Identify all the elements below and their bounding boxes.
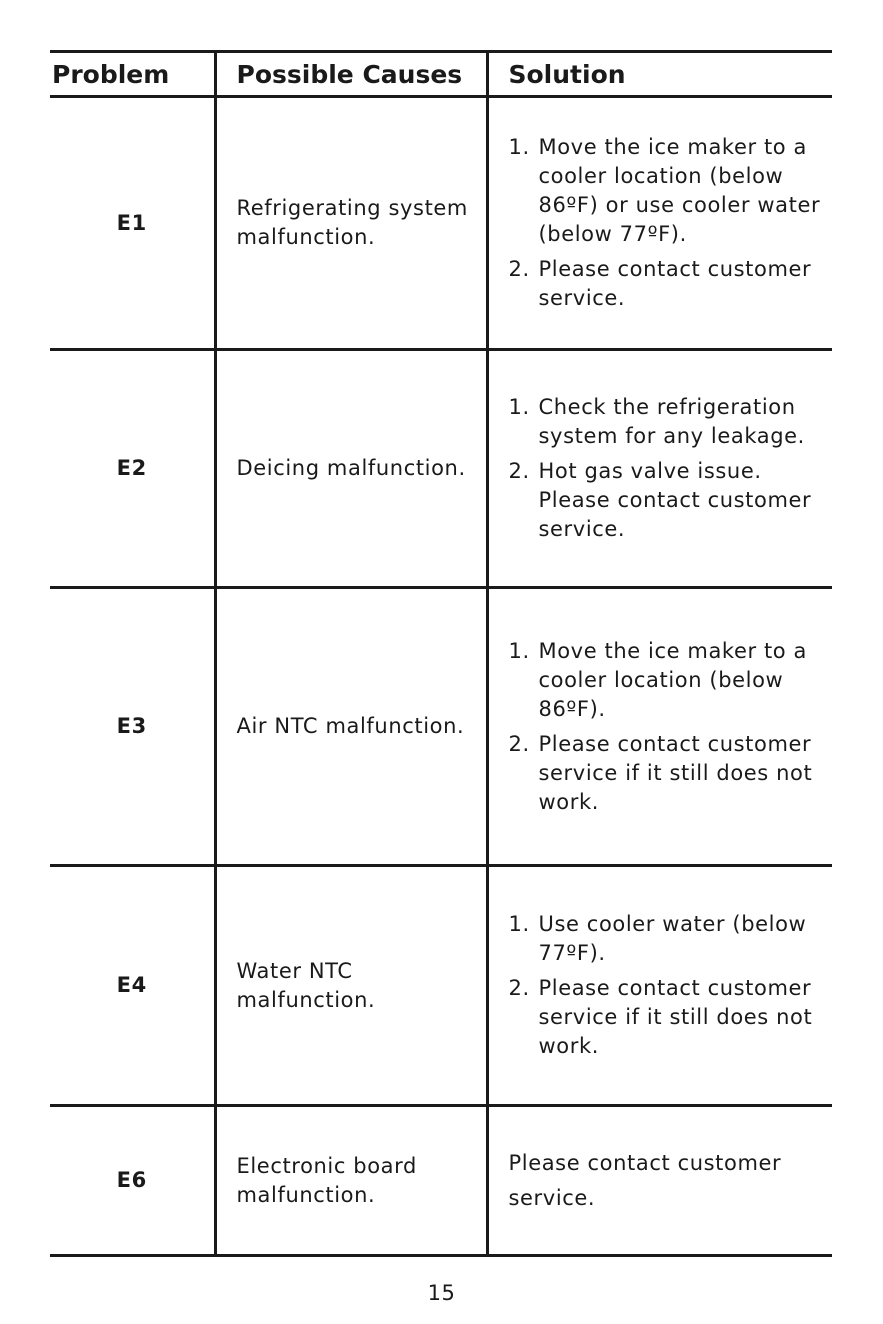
step-number: 1. bbox=[508, 135, 530, 159]
possible-cause: Electronic board malfunction. bbox=[215, 1106, 487, 1256]
possible-cause: Air NTC malfunction. bbox=[215, 588, 487, 866]
table-row-e4 bbox=[50, 866, 832, 1106]
solution-text: Please contact customer service. bbox=[508, 1150, 782, 1210]
step-number: 2. bbox=[508, 731, 530, 756]
solution-step bbox=[509, 974, 833, 1061]
step-text: Use cooler water (below 77ºF). bbox=[538, 912, 807, 965]
step-text: Please contact customer service. bbox=[538, 257, 812, 310]
table-row-e6 bbox=[50, 1106, 832, 1256]
solution-steps bbox=[509, 393, 833, 544]
table-row-e2 bbox=[50, 350, 832, 588]
step-text: Move the ice maker to a cooler location (below 86ºF). bbox=[538, 638, 807, 721]
step-text: Move the ice maker to a cooler location (below 86ºF) or use cooler water (below 77ºF). bbox=[538, 135, 821, 246]
solution-steps bbox=[509, 637, 833, 817]
step-text: Hot gas valve issue. Please contact customer service. bbox=[538, 459, 812, 541]
error-code: E3 bbox=[116, 714, 147, 738]
solution-step bbox=[509, 255, 833, 313]
troubleshooting-table-wrapper bbox=[50, 50, 832, 1257]
header-possible-causes: Possible Causes bbox=[215, 52, 487, 97]
step-text: Please contact customer service if it still does not work. bbox=[538, 731, 813, 814]
error-code: E2 bbox=[116, 456, 147, 480]
table-row-e3 bbox=[50, 588, 832, 866]
step-number: 2. bbox=[508, 459, 530, 483]
step-number: 1. bbox=[508, 638, 530, 663]
step-number: 2. bbox=[508, 976, 530, 1000]
table-row-e1 bbox=[50, 97, 832, 350]
error-code: E4 bbox=[116, 973, 147, 997]
possible-cause: Deicing malfunction. bbox=[215, 350, 487, 588]
solution-cell bbox=[487, 866, 832, 1106]
solution-steps bbox=[509, 133, 833, 313]
page-number: 15 bbox=[427, 1281, 456, 1305]
step-number: 1. bbox=[508, 912, 530, 936]
solution-cell bbox=[487, 588, 832, 866]
step-number: 2. bbox=[508, 257, 530, 281]
table-header-row bbox=[50, 52, 832, 97]
solution-step bbox=[509, 393, 833, 451]
troubleshooting-table bbox=[50, 50, 832, 1257]
error-code: E6 bbox=[116, 1168, 147, 1192]
header-problem: Problem bbox=[52, 59, 170, 89]
solution-step bbox=[509, 637, 833, 724]
solution-steps bbox=[509, 910, 833, 1061]
step-text: Check the refrigeration system for any leakage. bbox=[538, 395, 805, 448]
step-number: 1. bbox=[508, 395, 530, 419]
possible-cause: Refrigerating system malfunction. bbox=[215, 97, 487, 350]
solution-cell bbox=[487, 350, 832, 588]
solution-step bbox=[509, 457, 833, 544]
solution-cell bbox=[487, 97, 832, 350]
solution-step bbox=[509, 730, 833, 817]
step-text: Please contact customer service if it still does not work. bbox=[538, 976, 813, 1058]
solution-cell bbox=[487, 1106, 832, 1256]
solution-step bbox=[509, 910, 833, 968]
error-code: E1 bbox=[116, 210, 147, 235]
header-solution: Solution bbox=[487, 52, 832, 97]
possible-cause: Water NTC malfunction. bbox=[215, 866, 487, 1106]
solution-step bbox=[509, 133, 833, 249]
